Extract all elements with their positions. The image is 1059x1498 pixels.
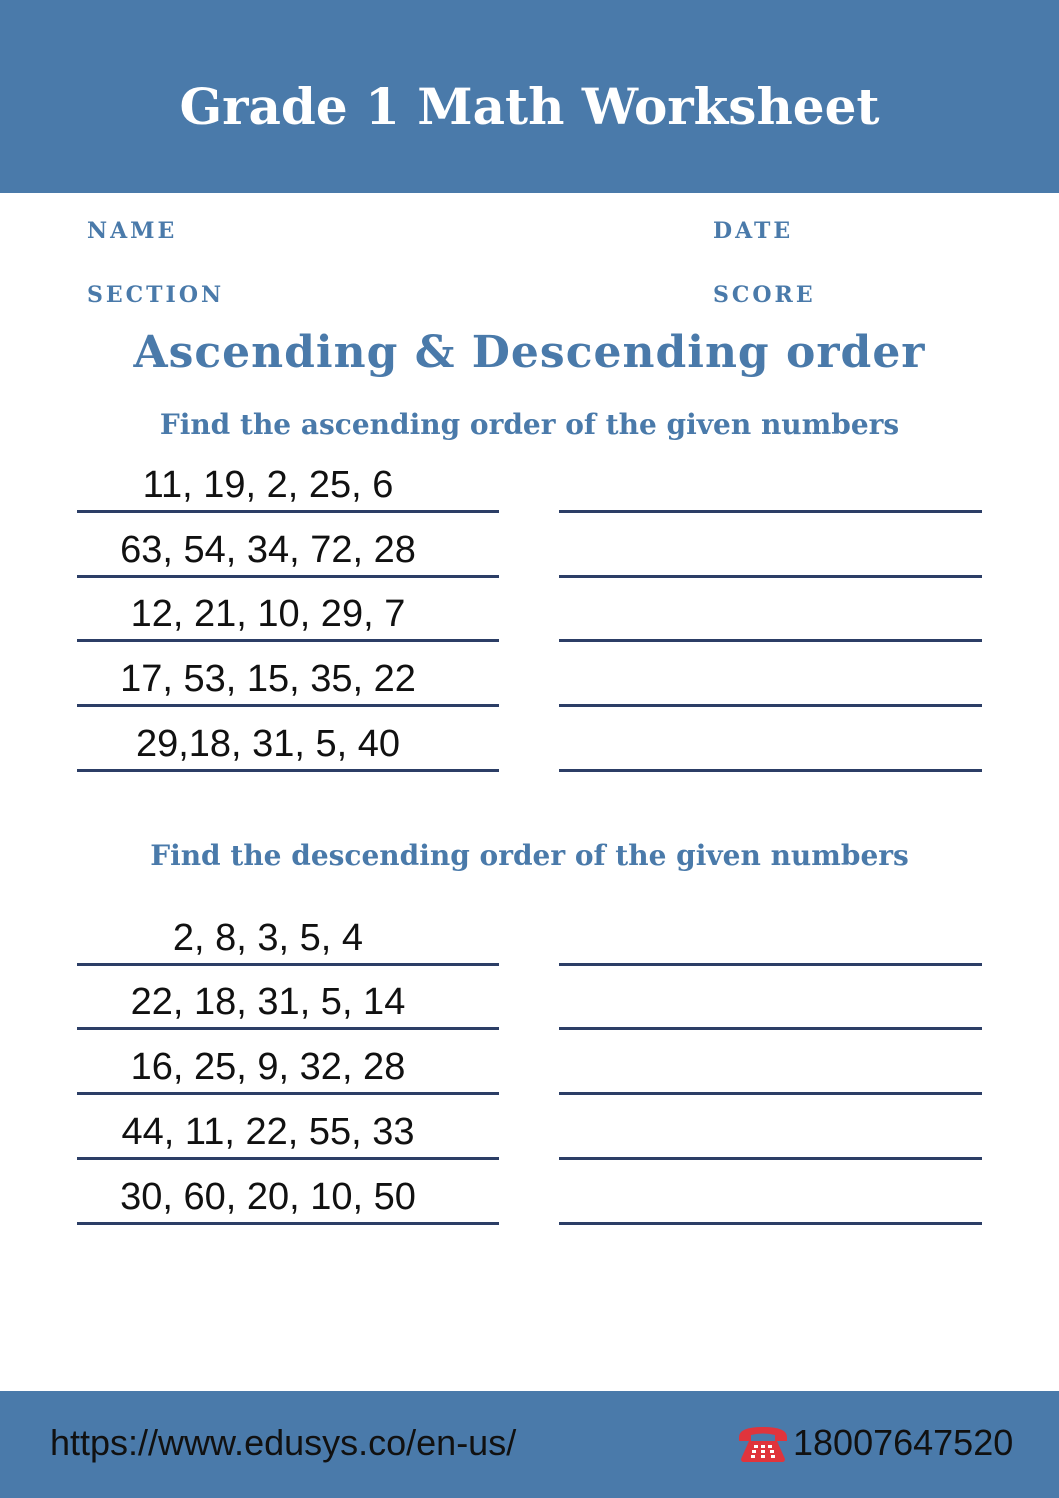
- number-underline: [77, 639, 499, 642]
- footer-bar: [0, 1391, 1059, 1498]
- number-underline: [77, 963, 499, 966]
- number-set: 63, 54, 34, 72, 28: [120, 529, 416, 571]
- answer-line[interactable]: [559, 575, 982, 578]
- worksheet-title: Grade 1 Math Worksheet: [179, 77, 880, 136]
- number-underline: [77, 1222, 499, 1225]
- name-label: NAME: [87, 218, 178, 244]
- phone-number: 18007647520: [793, 1422, 1014, 1463]
- number-underline: [77, 704, 499, 707]
- number-set: 44, 11, 22, 55, 33: [121, 1111, 415, 1153]
- number-set: 30, 60, 20, 10, 50: [120, 1176, 416, 1218]
- number-set: 17, 53, 15, 35, 22: [120, 658, 416, 700]
- section-label: SECTION: [87, 282, 225, 308]
- answer-line[interactable]: [559, 1092, 982, 1095]
- number-underline: [77, 1092, 499, 1095]
- answer-line[interactable]: [559, 769, 982, 772]
- answer-line[interactable]: [559, 639, 982, 642]
- topic-title: Ascending & Descending order: [133, 327, 926, 378]
- number-underline: [77, 1027, 499, 1030]
- number-underline: [77, 510, 499, 513]
- answer-line[interactable]: [559, 704, 982, 707]
- answer-line[interactable]: [559, 963, 982, 966]
- ascending-row: [0, 453, 1059, 513]
- ascending-row: [0, 582, 1059, 642]
- descending-row: [0, 1035, 1059, 1095]
- telephone-icon: [737, 1423, 789, 1463]
- ascending-row: [0, 647, 1059, 707]
- number-set: 16, 25, 9, 32, 28: [130, 1046, 406, 1088]
- number-underline: [77, 1157, 499, 1160]
- ascending-row: [0, 518, 1059, 578]
- number-underline: [77, 575, 499, 578]
- number-set: 2, 8, 3, 5, 4: [172, 917, 364, 959]
- number-set: 12, 21, 10, 29, 7: [130, 593, 406, 635]
- descending-row: [0, 1165, 1059, 1225]
- ascending-row: [0, 712, 1059, 772]
- ascending-instruction: Find the ascending order of the given numbers: [159, 408, 900, 441]
- answer-line[interactable]: [559, 1027, 982, 1030]
- descending-row: [0, 970, 1059, 1030]
- website-link[interactable]: https://www.edusys.co/en-us/: [50, 1422, 517, 1463]
- answer-line[interactable]: [559, 1222, 982, 1225]
- descending-row: [0, 906, 1059, 966]
- number-underline: [77, 769, 499, 772]
- score-label: SCORE: [713, 282, 816, 308]
- number-set: 11, 19, 2, 25, 6: [142, 464, 394, 506]
- answer-line[interactable]: [559, 1157, 982, 1160]
- descending-row: [0, 1100, 1059, 1160]
- date-label: DATE: [713, 218, 794, 244]
- descending-instruction: Find the descending order of the given numbers: [150, 839, 909, 872]
- answer-line[interactable]: [559, 510, 982, 513]
- number-set: 29,18, 31, 5, 40: [135, 723, 401, 765]
- phone-contact[interactable]: [737, 1421, 1013, 1465]
- number-set: 22, 18, 31, 5, 14: [130, 981, 406, 1023]
- header-banner: [0, 0, 1059, 193]
